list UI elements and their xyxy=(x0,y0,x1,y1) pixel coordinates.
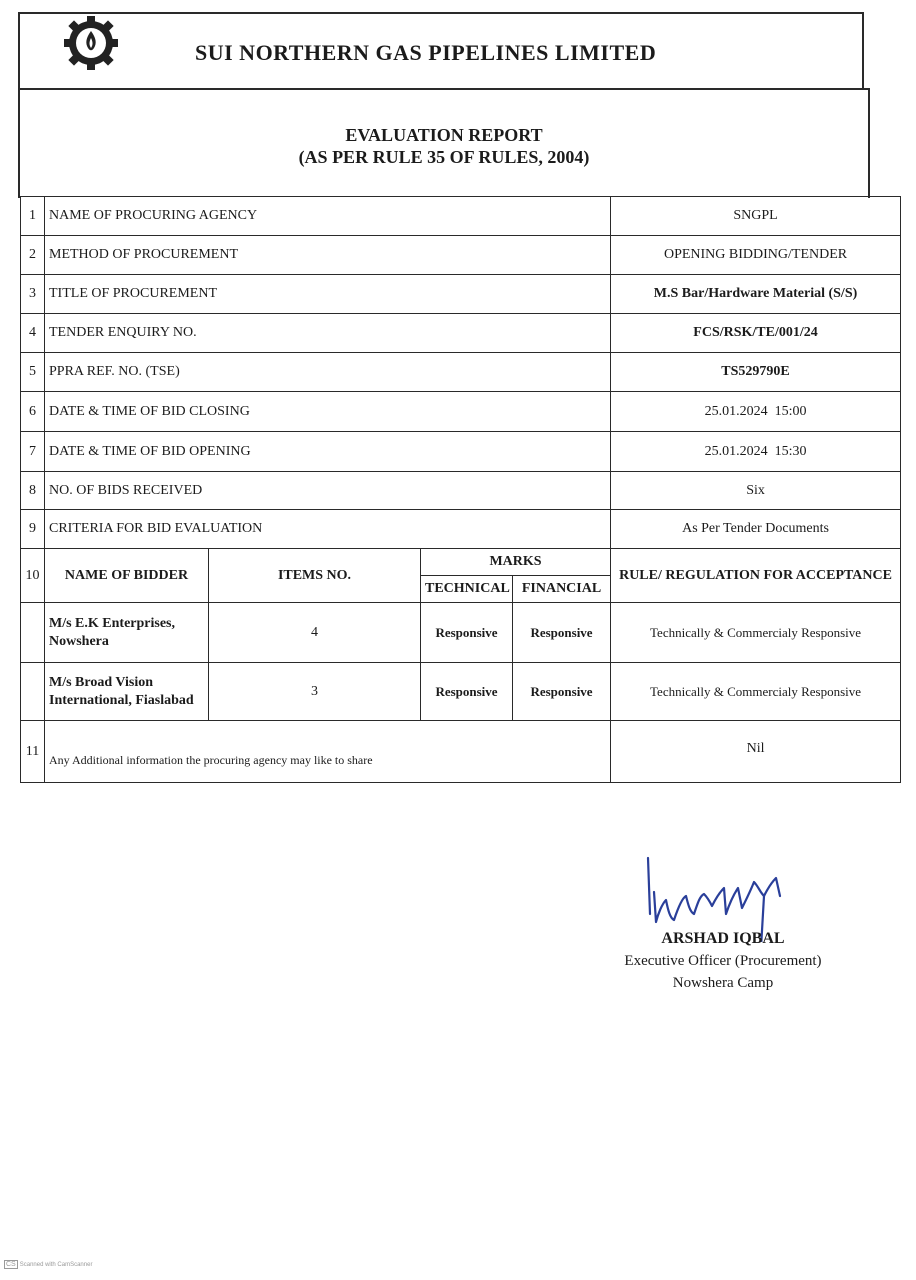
row-label: TENDER ENQUIRY NO. xyxy=(45,314,611,353)
row-value: Six xyxy=(611,472,901,510)
bidder-name-line2: International, Fiaslabad xyxy=(49,692,194,708)
row-number: 3 xyxy=(21,275,45,314)
row-value: FCS/RSK/TE/001/24 xyxy=(611,314,901,353)
row-number: 9 xyxy=(21,510,45,549)
bidder-financial: Responsive xyxy=(513,663,611,721)
row-number: 2 xyxy=(21,236,45,275)
additional-info-row xyxy=(21,721,901,783)
row-value: TS529790E xyxy=(611,353,901,392)
bidder-name-line1: M/s Broad Vision xyxy=(49,674,153,690)
row-label: METHOD OF PROCUREMENT xyxy=(45,236,611,275)
row-label: PPRA REF. NO. (TSE) xyxy=(45,353,611,392)
bidder-technical: Responsive xyxy=(421,663,513,721)
bidder-rule: Technically & Commercialy Responsive xyxy=(611,663,901,721)
bidder-name xyxy=(45,603,209,663)
row-number: 1 xyxy=(21,197,45,236)
row-number: 11 xyxy=(21,721,45,783)
row-number-blank xyxy=(21,663,45,721)
sngpl-logo-icon xyxy=(60,12,122,74)
table-row xyxy=(21,510,901,549)
row-label: TITLE OF PROCUREMENT xyxy=(45,275,611,314)
table-row xyxy=(21,197,901,236)
report-title-line1: EVALUATION REPORT xyxy=(345,125,543,145)
row-value: SNGPL xyxy=(611,197,901,236)
row-value: 25.01.2024 15:30 xyxy=(611,432,901,472)
row-value: 25.01.2024 15:00 xyxy=(611,392,901,432)
bidder-technical: Responsive xyxy=(421,603,513,663)
row-label: CRITERIA FOR BID EVALUATION xyxy=(45,510,611,549)
row-value: As Per Tender Documents xyxy=(611,510,901,549)
row-number: 7 xyxy=(21,432,45,472)
table-row xyxy=(21,275,901,314)
row-value: M.S Bar/Hardware Material (S/S) xyxy=(611,275,901,314)
bidder-items: 4 xyxy=(209,603,421,663)
col-header-marks: MARKS xyxy=(421,549,611,576)
bidder-items: 3 xyxy=(209,663,421,721)
bidder-name-line1: M/s E.K Enterprises, xyxy=(49,615,175,631)
row-value: OPENING BIDDING/TENDER xyxy=(611,236,901,275)
scanner-text: Scanned with CamScanner xyxy=(19,1262,93,1268)
row-label: NO. OF BIDS RECEIVED xyxy=(45,472,611,510)
additional-value: Nil xyxy=(611,721,901,783)
camscanner-icon: CS xyxy=(6,1261,16,1268)
row-number: 6 xyxy=(21,392,45,432)
table-row xyxy=(21,472,901,510)
col-header-rule: RULE/ REGULATION FOR ACCEPTANCE xyxy=(611,549,901,603)
row-number: 10 xyxy=(21,549,45,603)
col-header-items: ITEMS NO. xyxy=(209,549,421,603)
signatory-block xyxy=(598,928,848,994)
col-header-financial: FINANCIAL xyxy=(513,576,611,603)
signatory-location: Nowshera Camp xyxy=(672,975,774,991)
row-label: NAME OF PROCURING AGENCY xyxy=(45,197,611,236)
bidder-financial: Responsive xyxy=(513,603,611,663)
bidder-name xyxy=(45,663,209,721)
signatory-name: ARSHAD IQBAL xyxy=(661,930,785,947)
bidder-row xyxy=(21,603,901,663)
additional-label: Any Additional information the procuring agency may like to share xyxy=(45,721,611,783)
table-row xyxy=(21,432,901,472)
table-row xyxy=(21,236,901,275)
report-title-box xyxy=(18,88,870,198)
bidder-rule: Technically & Commercialy Responsive xyxy=(611,603,901,663)
row-number: 5 xyxy=(21,353,45,392)
bidder-row xyxy=(21,663,901,721)
row-number: 4 xyxy=(21,314,45,353)
table-row xyxy=(21,353,901,392)
evaluation-table xyxy=(20,196,901,783)
row-label: DATE & TIME OF BID CLOSING xyxy=(45,392,611,432)
col-header-technical: TECHNICAL xyxy=(421,576,513,603)
col-header-name: NAME OF BIDDER xyxy=(45,549,209,603)
table-row xyxy=(21,392,901,432)
bidder-name-line2: Nowshera xyxy=(49,633,109,649)
row-number-blank xyxy=(21,603,45,663)
scanner-watermark xyxy=(4,1260,92,1269)
signatory-designation: Executive Officer (Procurement) xyxy=(624,953,822,969)
bidders-header-row xyxy=(21,549,901,576)
company-name: SUI NORTHERN GAS PIPELINES LIMITED xyxy=(195,40,657,65)
row-number: 8 xyxy=(21,472,45,510)
report-title xyxy=(20,124,868,168)
row-label: DATE & TIME OF BID OPENING xyxy=(45,432,611,472)
report-title-line2: (AS PER RULE 35 OF RULES, 2004) xyxy=(298,147,590,167)
header-box xyxy=(18,12,864,90)
table-row xyxy=(21,314,901,353)
